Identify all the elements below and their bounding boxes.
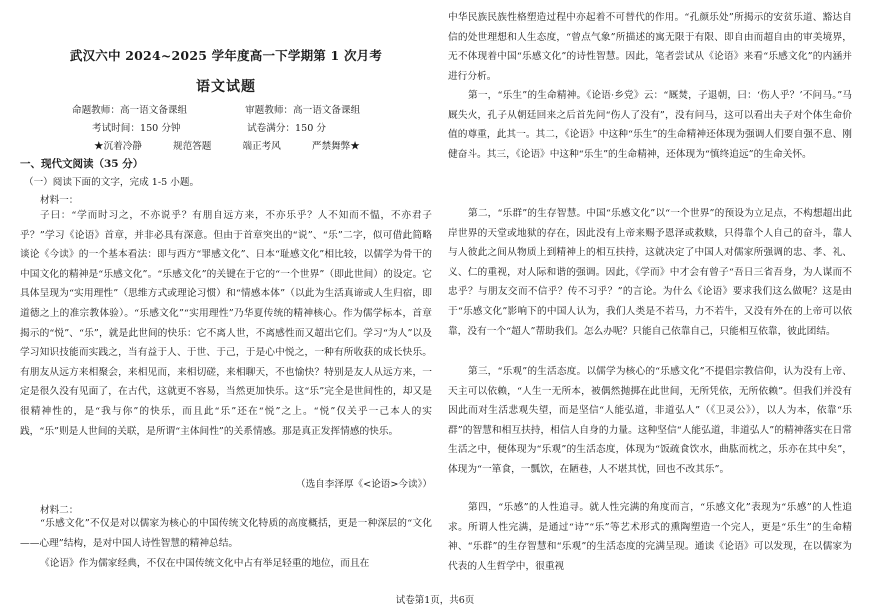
author-teacher: 命题教师：高一语文备课组 — [72, 105, 188, 116]
right-column — [448, 0, 852, 614]
exam-title: 武汉六中 2024~2025 学年度高一下学期第 1 次月考 — [69, 48, 383, 63]
rule-item: 规范答题 — [173, 141, 212, 152]
material-2-paragraph: “乐感文化”不仅是对以儒家为核心的中国传统文化特质的高度概括，更是一种深层的“文化——心理”结构，是对中国人诗性智慧的精神总结。 — [20, 518, 432, 549]
subject-title: 语文试题 — [196, 79, 256, 95]
rule-item: ★沉着冷静 — [94, 141, 142, 152]
page-footer: 试卷第1页，共6页 — [395, 595, 475, 606]
exam-rules — [94, 138, 414, 152]
review-teacher: 审题教师：高一语文备课组 — [245, 105, 361, 116]
exam-info-line — [92, 120, 432, 134]
material-1-source: （选自李泽厚《<论语>今读》） — [296, 479, 432, 490]
teacher-line — [72, 102, 412, 116]
rule-item: 端正考风 — [242, 141, 281, 152]
full-score: 试卷满分：150 分 — [247, 123, 326, 134]
material-2-label: 材料二： — [40, 505, 79, 516]
right-paragraph: 第四，“乐感”的人性追寻。就人性完满的角度而言，“乐感文化”表现为“乐感”的人性追求。所谓人性完满，是通过“诗”“乐”等艺术形式的熏陶塑造一个完人，更是“乐生”的生命精神、“乐群”的生存智慧和“乐观”的生活态度的完满呈现。通读《论语》可以发现，在以儒家为代表的人生哲学中，很重视 — [448, 502, 852, 572]
exam-time: 考试时间：150 分钟 — [92, 123, 181, 134]
rule-item: 严禁舞弊★ — [311, 141, 360, 152]
right-paragraph: 中华民族民族性格塑造过程中亦起着不可替代的作用。“孔颜乐处”所揭示的安贫乐道、豁达自信的处世理想和人生态度，“曾点气象”所描述的寓无限于有限、即自由而超自由的审美境界，无不体现着中国“乐感文化”的诗性智慧。因此，笔者尝试从《论语》来看“乐感文化”的内涵并进行分析。 — [448, 12, 852, 82]
right-paragraph: 第一，“乐生”的生命精神。《论语·乡党》云：“厩焚，子退朝，曰：‘伤人乎？’不问马。”马厩失火，孔子从朝廷回来之后首先问“伤人了没有”，没有问马，这可以看出夫子对个体生命价值的尊重，此其一。其二，《论语》中这种“乐生”的生命精神还体现为强调人们要自强不息、刚健奋斗。其三，《论语》中这种“乐生”的生命精神，还体现为“慎终追远”的生命关怀。 — [448, 90, 852, 160]
right-paragraph: 第二，“乐群”的生存智慧。中国“乐感文化”以“一个世界”的预设为立足点，不构想超出此岸世界的天堂或地狱的存在，因此没有上帝来赐予恩泽或救赎，只得靠个人自己的奋斗，靠人与人彼此之间从物质上到精神上的相互扶持，这就决定了中国人对儒家所强调的忠、孝、礼、义、仁的重视，对人际和谐的强调。因此，《学而》中才会有曾子“吾日三省吾身，为人谋而不忠乎？与朋友交而不信乎？传不习乎？”的言论。为什么《论语》要求我们这么做呢？这是由于“乐感文化”影响下的中国人认为，我们人类是不若马，力不若牛，又没有外在的上帝可以依靠，没有一个“超人”帮助我们。怎么办呢？只能自己依靠自己，只能相互依靠，彼此团结。 — [448, 208, 852, 337]
section-instruction: （一）阅读下面的文字，完成 1-5 小题。 — [24, 177, 200, 188]
section-heading: 一、现代文阅读（35 分） — [20, 158, 144, 170]
left-column — [20, 0, 432, 614]
material-1-label: 材料一： — [40, 195, 79, 206]
right-paragraph: 第三，“乐观”的生活态度。以儒学为核心的“乐感文化”不提倡宗教信仰，认为没有上帝、天主可以依赖，“人生一无所本，被偶然抛掷在此世间，无所凭依，无所依赖”。但我们并没有因此而对生活悲观失望，而是坚信“人能弘道，非道弘人”（《卫灵公》），以人为本，依靠“乐群”的智慧和相互扶持，相信人自身的力量。这种坚信“人能弘道，非道弘人”的精神落实在日常生活之中，便体现为“乐观”的生活态度，体现为“饭疏食饮水，曲肱而枕之，乐亦在其中矣”，体现为“一箪食，一瓢饮，在陋巷，人不堪其忧，回也不改其乐”。 — [448, 366, 852, 475]
material-2-paragraph: 《论语》作为儒家经典，不仅在中国传统文化中占有举足轻重的地位，而且在 — [40, 558, 370, 569]
material-1-paragraph: 子曰：“学而时习之，不亦说乎？有朋自远方来，不亦乐乎？人不知而不愠，不亦君子乎？”学习《论语》首章，并非必具有深意。但由于首章突出的“说”、“乐”二字，似可借此简略谈论《今读》的一个基本看法：即与西方“罪感文化”、日本“耻感文化”相比较，以儒学为骨干的中国文化的精神是“乐感文化”。“乐感文化”的关键在于它的“一个世界”（即此世间）的设定。它具体呈现为“实用理性”（思维方式或理论习惯）和“情感本体”（以此为生活真谛或人生归宿，即道德之上的准宗教体验）。“乐感文化”“实用理性”乃华夏传统的精神核心。作为儒学标本，首章揭示的“悦”、“乐”，就是此世间的快乐：它不离人世，不离感性而又超出它们。学习“为人”以及学习知识技能而实践之，当有益于人、于世、于己，于是心中悦之，一种有所收获的成长快乐。有朋友从远方来相聚会，来相见而，来相切磋，来相聊天，不也愉快？特别是友人从远方来，一定是很久没有见面了，在古代，这就更不容易，当然更加快乐。这“乐”完全是世间性的，却又是很精神性的，是“我与你”的快乐，而且此“乐”还在“悦”之上。“悦”仅关乎一己本人的实践，“乐”则是人世间的关联，是所谓“主体间性”的关系情感。那是真正发挥情感的快乐。 — [20, 210, 432, 437]
